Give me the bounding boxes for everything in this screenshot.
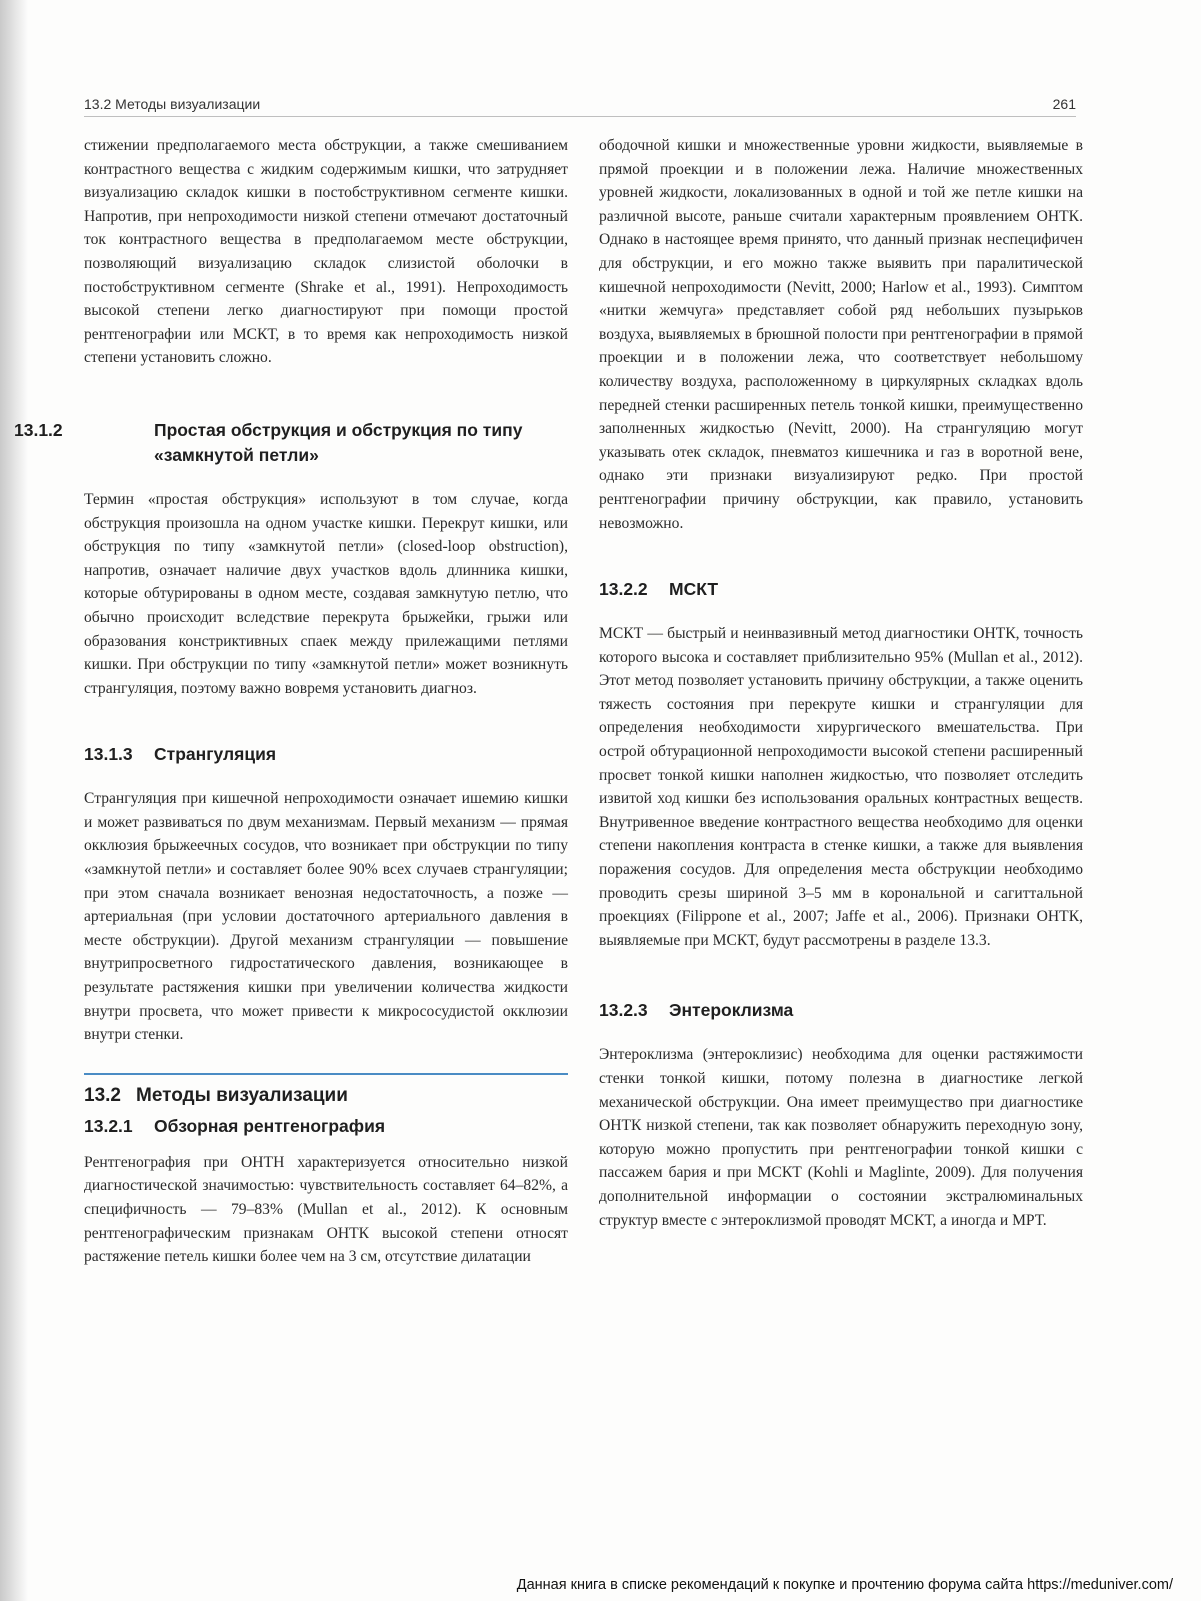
section-heading-13-2-3: 13.2.3 Энтероклизма [599,1000,794,1021]
page-number: 261 [1052,96,1076,112]
chapter-section-divider [84,1073,568,1108]
paragraph: ободочной кишки и множественные уровни жидкости, выявляемые в прямой проекции и в положении лежа. Наличие множественных уровней жидкости, локализованных в одной и той же петле кишки на различной высоте, раньше считали характерным проявлением ОНТК. Однако в настоящее время принято, что данный признак неспецифичен для обструкции, и его можно также выявить при паралитической кишечной непроходимости (Nevitt, 2000; Harlow et al., 1993). Симптом «нитки жемчуга» представляет собой ряд небольших пузырьков воздуха, выявляемых в брюшной полости при рентгенографии в прямой проекции и в положении лежа, что соответствует небольшому количеству воздуха, расположенному в циркулярных складках вдоль передней стенки расширенных петель тонкой кишки, преимущественно заполненных жидкостью (Nevitt, 2000). На странгуляцию могут указывать отек складок, пневматоз кишечника и газ в воротной вене, однако эти признаки визуализируют редко. При простой рентгенографии причину обструкции, как правило, установить невозможно. [599,137,1083,532]
running-header-section: 13.2 Методы визуализации [84,96,261,112]
section-heading-13-2: 13.2 Методы визуализации [84,1084,348,1106]
forum-footer-note: Данная книга в списке рекомендаций к покупке и прочтению форума сайта https://meduniver.com/ [516,1577,1173,1593]
paragraph: Рентгенография при ОНТН характеризуется относительно низкой диагностической значимостью: чувствительность составляет 64–82%, а специфичность — 79–83% (Mullan et al., 2012). К основным рентгенографическим признакам ОНТК высокой степени относят растяжение петель кишки более чем на 3 см, отсутствие дилатации [84,1153,568,1266]
paragraph: стижении предполагаемого места обструкции, а также смешиванием контрастного вещества с жидким содержимым кишки, что затрудняет визуализацию складок кишки в постобструктивном сегменте кишки. Напротив, при непроходимости низкой степени отмечают достаточный ток контрастного вещества в предполагаемом месте обструкции, позволяющий визуализацию складок слизистой оболочки в постобструктивном сегменте (Shrake et al., 1991). Непроходимость высокой степени легко диагностируют при помощи простой рентгенографии или МСКТ, в то время как непроходимость низкой степени установить сложно. [84,137,568,367]
section-heading-13-1-2: 13.1.2 Простая обструкция и обструкция по типу «замкнутой петли» [14,419,523,465]
paragraph: Энтероклизма (энтероклизис) необходима для оценки растяжимости стенки тонкой кишки, потому полезна в диагностике легкой механической обструкции. Она имеет преимущество при диагностике ОНТК низкой степени, так как позволяет обнаружить переходную зону, которую можно пропустить при рентгенографии тонкой кишки с пассажем бария и при МСКТ (Kohli и Maglinte, 2009). Для получения дополнительной информации о состоянии экстралюминальных структур вместе с энтероклизмой проводят МСКТ, а иногда и МРТ. [599,1046,1083,1229]
running-header [84,82,1076,117]
paragraph: Термин «простая обструкция» используют в том случае, когда обструкция произошла на одном участке кишки. Перекрут кишки, или обструкция по типу «замкнутой петли» (closed-loop obstruction), напротив, означает наличие двух участков вдоль длинника кишки, которые обтурированы в одном месте, создавая замкнутую петлю, что обычно происходит вследствие перекрута брыжейки, грыжи или образования констриктивных спаек между прилежащими петлями кишки. При обструкции по типу «замкнутой петли» может возникнуть странгуляция, поэтому важно вовремя установить диагноз. [84,490,568,697]
section-heading-13-2-1: 13.2.1 Обзорная рентгенография [84,1115,386,1136]
page-gutter-shadow [0,0,28,1601]
right-column [599,134,1083,1232]
paragraph: МСКТ — быстрый и неинвазивный метод диагностики ОНТК, точность которого высока и составляет приблизительно 95% (Mullan et al., 2012). Этот метод позволяет установить причину обструкции, а также оценить тяжесть состояния при перекруте кишки и странгуляции для определения необходимости хирургического вмешательства. При острой обтурационной непроходимости высокой степени расширенный просвет тонкой кишки наполнен жидкостью, что позволяет отследить извитой ход кишки без использования оральных контрастных веществ. Внутривенное введение контрастного вещества необходимо для оценки степени накопления контраста в стенке кишки, а также для выявления поражения сосудов. Для определения места обструкции необходимо проводить срезы шириной 3–5 мм в корональной и сагиттальной проекциях (Filippone et al., 2007; Jaffe et al., 2006). Признаки ОНТК, выявляемые при МСКТ, будут рассмотрены в разделе 13.3. [599,625,1083,949]
left-column [14,134,568,1269]
section-heading-13-2-2: 13.2.2 МСКТ [599,579,719,600]
paragraph: Странгуляция при кишечной непроходимости означает ишемию кишки и может развиваться по двум механизмам. Первый механизм — прямая окклюзия брыжеечных сосудов, что возникает при обструкции по типу «замкнутой петли» и составляет более 90% всех случаев странгуляции; при этом сначала возникает венозная недостаточность, а позже — артериальная (при условии достаточного артериального давления в месте обструкции). Другой механизм странгуляции — повышение внутрипросветного гидростатического давления, возникающее в результате растяжения кишки при увеличении количества жидкости внутри просвета, что может привести к микрососудистой окклюзии внутри стенки. [84,790,568,1044]
section-heading-13-1-3: 13.1.3 Странгуляция [84,744,277,765]
